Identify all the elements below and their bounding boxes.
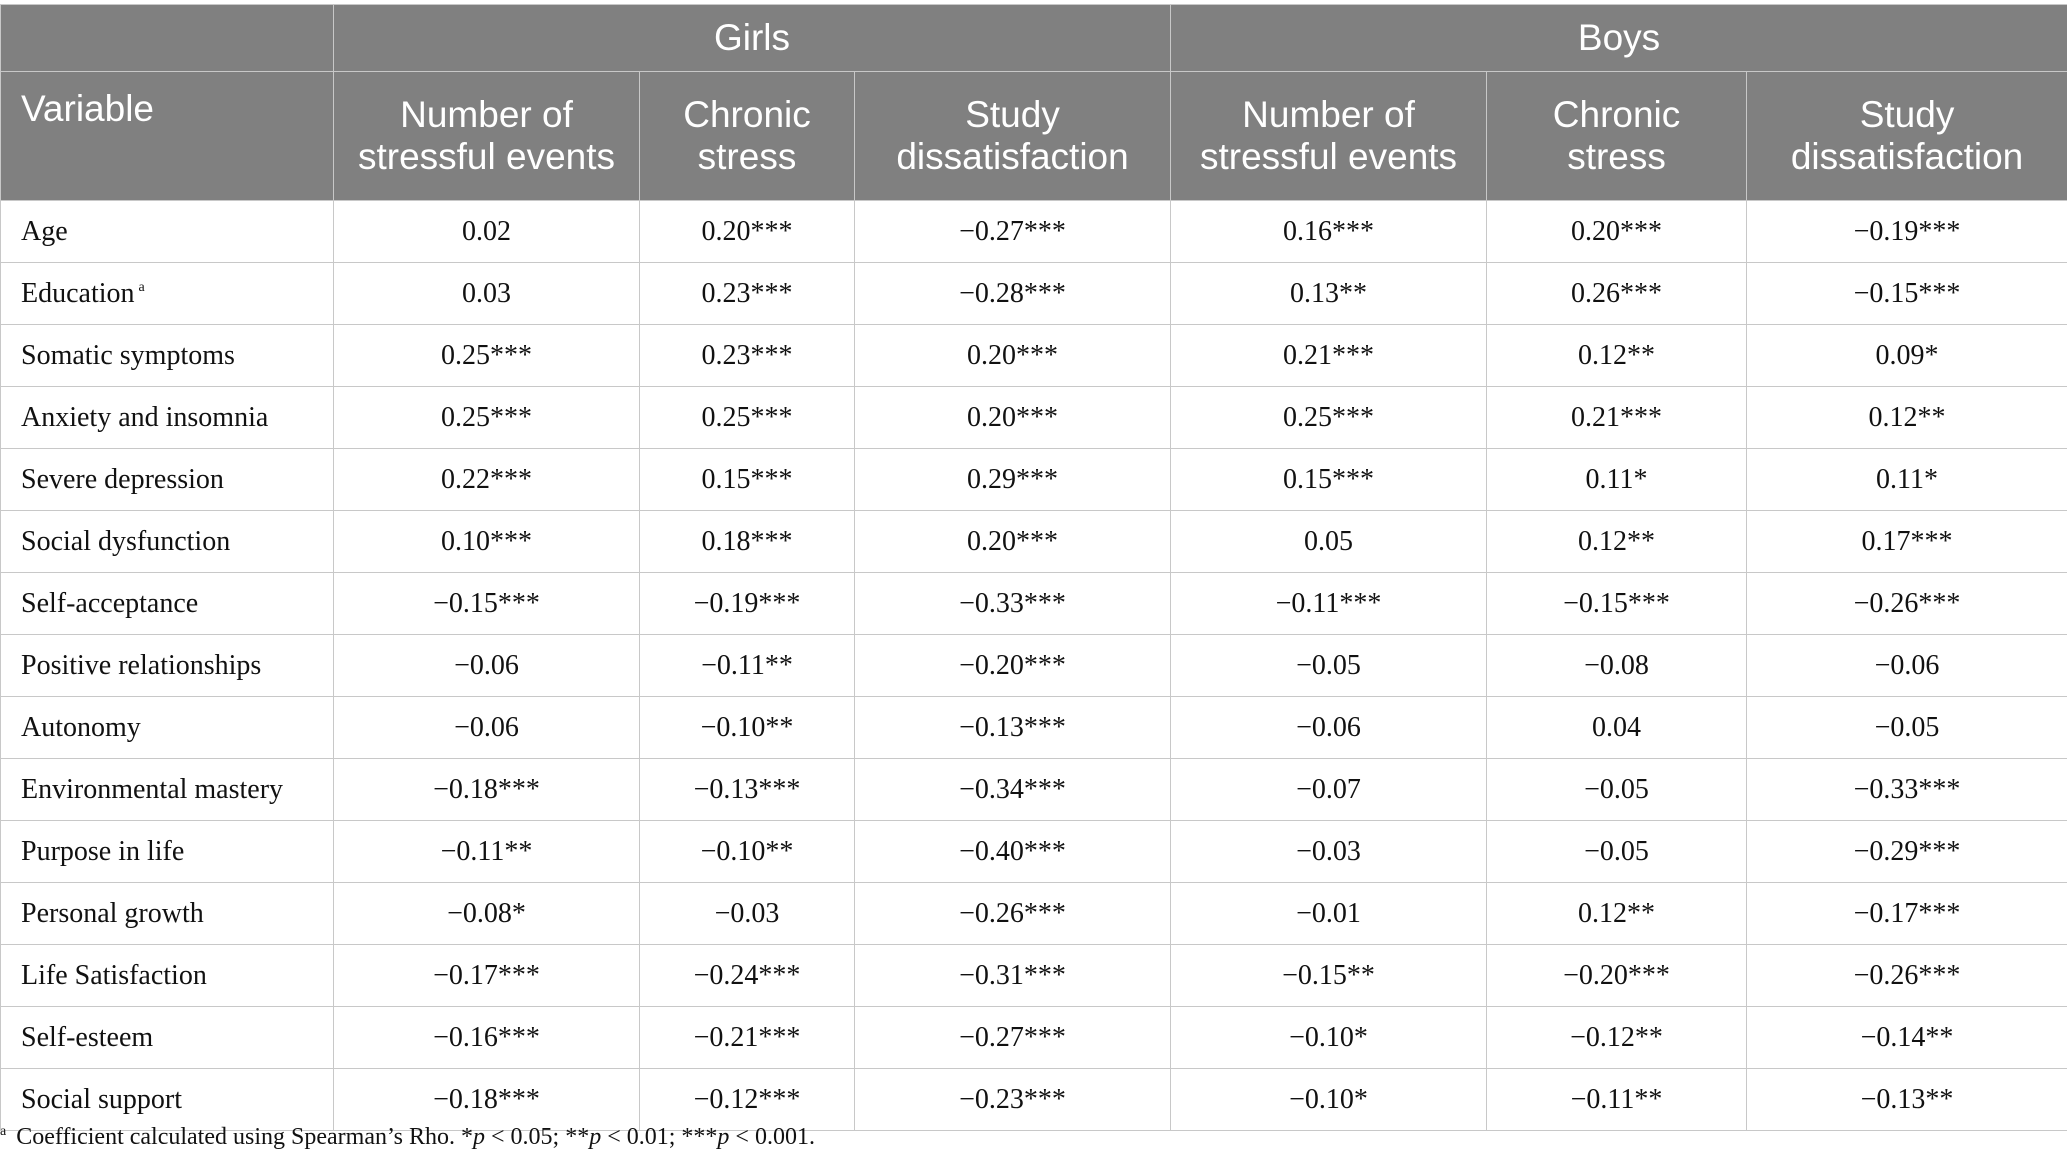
table-row	[1, 325, 2067, 387]
column-header-boys-chronic-stress	[1487, 72, 1747, 201]
value-cell-b-chronic: 0.20***	[1487, 201, 1747, 263]
table-body	[1, 201, 2067, 1131]
value-cell-b-chronic: −0.05	[1487, 821, 1747, 883]
value-cell-b-study: −0.06	[1747, 635, 2067, 697]
column-header-girls-stressful-events	[334, 72, 640, 201]
table-row	[1, 883, 2067, 945]
value-cell-b-chronic: −0.12**	[1487, 1007, 1747, 1069]
header-line: Chronic	[1552, 94, 1681, 135]
value-cell-g-chronic: −0.11**	[640, 635, 855, 697]
footnote-marker: a	[0, 1124, 7, 1139]
value-cell-b-study: 0.11*	[1747, 449, 2067, 511]
header-line: Study	[1859, 94, 1955, 135]
value-cell-g-events: 0.25***	[334, 325, 640, 387]
value-cell-b-study: −0.33***	[1747, 759, 2067, 821]
variable-name: Age	[21, 215, 68, 247]
variable-cell	[1, 263, 334, 325]
footnote-p-symbol: p	[717, 1124, 730, 1150]
table-footnote	[0, 1124, 815, 1151]
value-cell-b-events: 0.15***	[1171, 449, 1487, 511]
table-row	[1, 759, 2067, 821]
footnote-text: < 0.01; ***	[601, 1124, 718, 1150]
value-cell-g-chronic: −0.24***	[640, 945, 855, 1007]
footnote-p-symbol: p	[589, 1124, 602, 1150]
table-row	[1, 263, 2067, 325]
variable-name: Self-acceptance	[21, 587, 199, 619]
value-cell-b-chronic: −0.05	[1487, 759, 1747, 821]
value-cell-g-chronic: −0.12***	[640, 1069, 855, 1131]
value-cell-b-chronic: 0.12**	[1487, 325, 1747, 387]
value-cell-g-chronic: 0.25***	[640, 387, 855, 449]
value-cell-b-study: −0.05	[1747, 697, 2067, 759]
value-cell-b-events: −0.07	[1171, 759, 1487, 821]
correlation-table	[0, 4, 2067, 1131]
header-line: dissatisfaction	[896, 136, 1129, 177]
variable-name: Self-esteem	[21, 1021, 154, 1053]
column-header-row	[1, 72, 2067, 201]
value-cell-b-chronic: −0.11**	[1487, 1069, 1747, 1131]
value-cell-g-events: −0.17***	[334, 945, 640, 1007]
value-cell-b-chronic: 0.12**	[1487, 883, 1747, 945]
value-cell-b-events: −0.11***	[1171, 573, 1487, 635]
header-line: Study	[965, 94, 1060, 135]
value-cell-g-chronic: −0.03	[640, 883, 855, 945]
column-header-girls-chronic-stress	[640, 72, 855, 201]
value-cell-g-events: −0.18***	[334, 759, 640, 821]
table-row	[1, 821, 2067, 883]
footnote-text: Coefficient calculated using Spearman’s Rho. *	[10, 1124, 473, 1150]
value-cell-b-events: −0.03	[1171, 821, 1487, 883]
variable-cell	[1, 387, 334, 449]
value-cell-b-events: −0.06	[1171, 697, 1487, 759]
variable-name: Education	[21, 277, 135, 309]
value-cell-b-study: 0.17***	[1747, 511, 2067, 573]
variable-name: Purpose in life	[21, 835, 185, 867]
table-row	[1, 697, 2067, 759]
header-line: Number of	[1242, 94, 1415, 135]
value-cell-g-events: −0.11**	[334, 821, 640, 883]
value-cell-g-events: 0.10***	[334, 511, 640, 573]
value-cell-b-events: −0.15**	[1171, 945, 1487, 1007]
variable-name: Environmental mastery	[21, 773, 284, 805]
value-cell-g-events: −0.06	[334, 635, 640, 697]
value-cell-g-events: −0.16***	[334, 1007, 640, 1069]
table-row	[1, 945, 2067, 1007]
variable-cell	[1, 635, 334, 697]
value-cell-g-study: −0.13***	[855, 697, 1171, 759]
value-cell-g-study: −0.20***	[855, 635, 1171, 697]
value-cell-b-events: 0.16***	[1171, 201, 1487, 263]
value-cell-g-events: 0.25***	[334, 387, 640, 449]
value-cell-g-events: 0.22***	[334, 449, 640, 511]
value-cell-g-events: −0.18***	[334, 1069, 640, 1131]
variable-name: Personal growth	[21, 897, 204, 929]
variable-cell	[1, 945, 334, 1007]
value-cell-b-chronic: −0.15***	[1487, 573, 1747, 635]
correlation-table-container	[0, 4, 2067, 1131]
variable-cell	[1, 697, 334, 759]
value-cell-b-chronic: 0.21***	[1487, 387, 1747, 449]
value-cell-b-chronic: 0.26***	[1487, 263, 1747, 325]
value-cell-g-chronic: 0.15***	[640, 449, 855, 511]
value-cell-b-study: −0.26***	[1747, 945, 2067, 1007]
header-line: stressful events	[1200, 136, 1458, 177]
variable-name: Somatic symptoms	[21, 339, 235, 371]
value-cell-b-chronic: −0.08	[1487, 635, 1747, 697]
variable-cell	[1, 883, 334, 945]
value-cell-g-chronic: 0.23***	[640, 263, 855, 325]
value-cell-b-study: −0.29***	[1747, 821, 2067, 883]
value-cell-b-events: 0.21***	[1171, 325, 1487, 387]
group-header-blank	[1, 5, 334, 72]
value-cell-g-study: −0.31***	[855, 945, 1171, 1007]
variable-name: Severe depression	[21, 463, 224, 495]
value-cell-b-study: 0.09*	[1747, 325, 2067, 387]
value-cell-b-study: −0.13**	[1747, 1069, 2067, 1131]
value-cell-b-events: −0.10*	[1171, 1069, 1487, 1131]
value-cell-b-study: −0.15***	[1747, 263, 2067, 325]
value-cell-g-study: 0.29***	[855, 449, 1171, 511]
value-cell-b-events: −0.05	[1171, 635, 1487, 697]
table-row	[1, 201, 2067, 263]
variable-name: Autonomy	[21, 711, 141, 743]
variable-cell	[1, 759, 334, 821]
value-cell-b-study: −0.14**	[1747, 1007, 2067, 1069]
variable-name: Social dysfunction	[21, 525, 231, 557]
table-row	[1, 449, 2067, 511]
value-cell-g-chronic: −0.10**	[640, 697, 855, 759]
header-line: stress	[697, 136, 797, 177]
value-cell-g-events: −0.15***	[334, 573, 640, 635]
value-cell-b-events: 0.25***	[1171, 387, 1487, 449]
variable-cell	[1, 201, 334, 263]
variable-cell	[1, 511, 334, 573]
value-cell-g-chronic: −0.21***	[640, 1007, 855, 1069]
table-row	[1, 387, 2067, 449]
value-cell-g-chronic: 0.18***	[640, 511, 855, 573]
variable-name: Anxiety and insomnia	[21, 401, 269, 433]
variable-name: Life Satisfaction	[21, 959, 207, 991]
header-line: Number of	[400, 94, 573, 135]
value-cell-b-study: −0.26***	[1747, 573, 2067, 635]
value-cell-g-events: −0.08*	[334, 883, 640, 945]
value-cell-b-chronic: −0.20***	[1487, 945, 1747, 1007]
table-row	[1, 1069, 2067, 1131]
value-cell-g-study: −0.40***	[855, 821, 1171, 883]
variable-cell	[1, 573, 334, 635]
value-cell-g-study: −0.34***	[855, 759, 1171, 821]
value-cell-b-events: 0.05	[1171, 511, 1487, 573]
variable-cell	[1, 1007, 334, 1069]
table-row	[1, 573, 2067, 635]
value-cell-g-study: −0.33***	[855, 573, 1171, 635]
value-cell-g-study: −0.28***	[855, 263, 1171, 325]
column-header-variable: Variable	[1, 72, 334, 201]
value-cell-b-study: 0.12**	[1747, 387, 2067, 449]
value-cell-g-study: 0.20***	[855, 325, 1171, 387]
group-header-girls: Girls	[334, 5, 1171, 72]
footnote-text: < 0.05; **	[485, 1124, 590, 1150]
value-cell-b-chronic: 0.11*	[1487, 449, 1747, 511]
group-header-boys: Boys	[1171, 5, 2067, 72]
value-cell-g-study: −0.23***	[855, 1069, 1171, 1131]
value-cell-g-chronic: −0.19***	[640, 573, 855, 635]
column-header-girls-study-dissatisfaction	[855, 72, 1171, 201]
header-line: Chronic	[683, 94, 811, 135]
value-cell-g-events: 0.02	[334, 201, 640, 263]
value-cell-b-study: −0.19***	[1747, 201, 2067, 263]
variable-cell	[1, 449, 334, 511]
value-cell-b-events: −0.10*	[1171, 1007, 1487, 1069]
value-cell-g-study: −0.27***	[855, 1007, 1171, 1069]
header-line: stressful events	[357, 136, 616, 177]
variable-name: Social support	[21, 1083, 182, 1115]
footnote-text: < 0.001.	[729, 1124, 815, 1150]
value-cell-g-chronic: −0.10**	[640, 821, 855, 883]
variable-cell	[1, 821, 334, 883]
variable-cell	[1, 1069, 334, 1131]
column-header-boys-study-dissatisfaction	[1747, 72, 2067, 201]
variable-cell	[1, 325, 334, 387]
value-cell-g-events: 0.03	[334, 263, 640, 325]
group-header-row	[1, 5, 2067, 72]
footnote-p-symbol: p	[473, 1124, 485, 1150]
value-cell-g-chronic: 0.20***	[640, 201, 855, 263]
table-row	[1, 511, 2067, 573]
table-row	[1, 635, 2067, 697]
value-cell-g-study: −0.27***	[855, 201, 1171, 263]
value-cell-b-events: −0.01	[1171, 883, 1487, 945]
header-line: dissatisfaction	[1790, 136, 2024, 177]
value-cell-g-chronic: 0.23***	[640, 325, 855, 387]
header-line: stress	[1567, 136, 1666, 177]
value-cell-b-events: 0.13**	[1171, 263, 1487, 325]
value-cell-g-study: −0.26***	[855, 883, 1171, 945]
value-cell-b-study: −0.17***	[1747, 883, 2067, 945]
value-cell-b-chronic: 0.12**	[1487, 511, 1747, 573]
variable-name: Positive relationships	[21, 649, 262, 681]
value-cell-g-events: −0.06	[334, 697, 640, 759]
column-header-boys-stressful-events	[1171, 72, 1487, 201]
footnote-reference: a	[138, 280, 145, 296]
value-cell-g-study: 0.20***	[855, 387, 1171, 449]
value-cell-g-chronic: −0.13***	[640, 759, 855, 821]
value-cell-b-chronic: 0.04	[1487, 697, 1747, 759]
table-row	[1, 1007, 2067, 1069]
value-cell-g-study: 0.20***	[855, 511, 1171, 573]
